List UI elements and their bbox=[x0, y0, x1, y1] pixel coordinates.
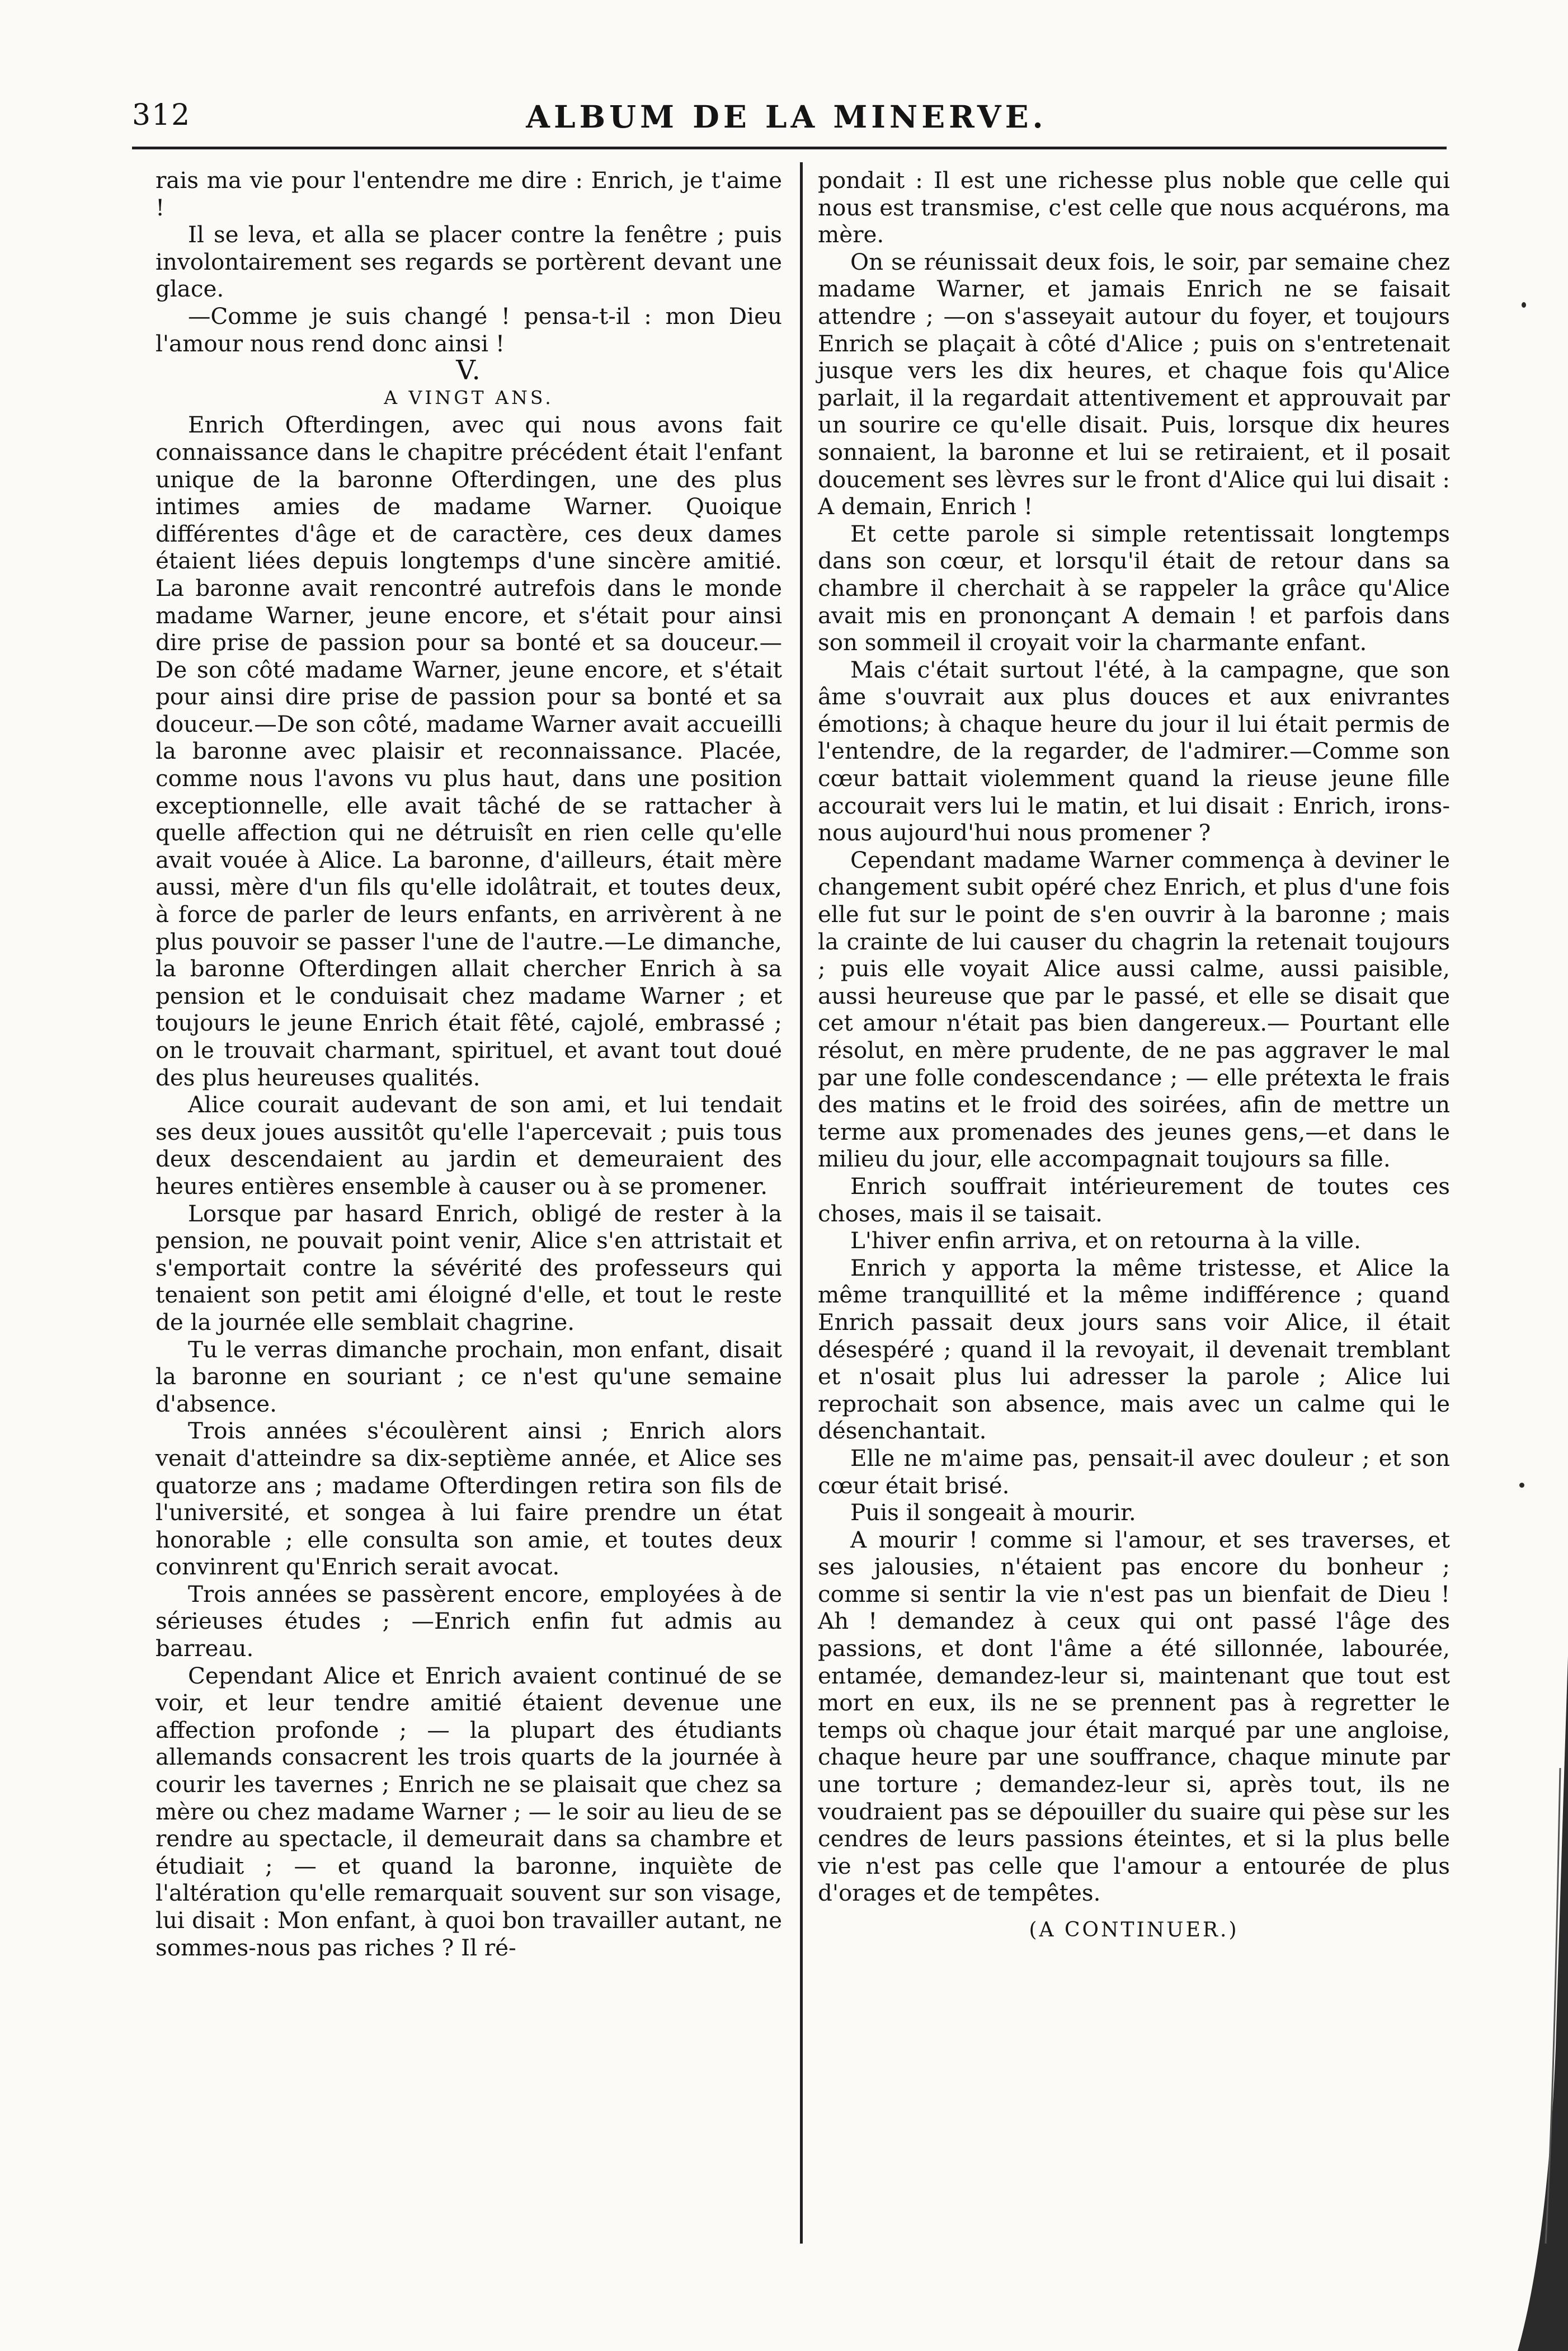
paragraph: Puis il songeait à mourir. bbox=[850, 1499, 1136, 1526]
paragraph: Alice courait audevant de son ami, et lui tendait ses deux joues aussitôt qu'elle l'apercevait ; puis tous deux descendaient au jardin et demeuraient des heures entières ensemble à causer ou à se promener. bbox=[156, 1091, 782, 1200]
paragraph: Lorsque par hasard Enrich, obligé de rester à la pension, ne pouvait point venir, Alice s'en attristait et s'emportait contre la sévérité des professeurs qui tenaient son petit ami éloigné d'elle, et tout le reste de la journée elle semblait chagrine. bbox=[156, 1200, 782, 1336]
continuation-note: (A CONTINUER.) bbox=[1029, 1919, 1239, 1941]
paragraph: Tu le verras dimanche prochain, mon enfant, disait la baronne en souriant ; ce n'est qu'une semaine d'absence. bbox=[156, 1336, 782, 1417]
paragraph: On se réunissait deux fois, le soir, par semaine chez madame Warner, et jamais Enrich ne se faisait attendre ; —on s'asseyait autour du foyer, et toujours Enrich se plaçait à côté d'Alice ; puis on s'entretenait jusque vers les dix heures, et chaque fois qu'Alice parlait, il la regardait attentivement et approuvait par un sourire ce qu'elle disait. Puis, lorsque dix heures sonnaient, la baronne et lui se retiraient, et il posait doucement ses lèvres sur le front d'Alice qui lui disait : A demain, Enrich ! bbox=[818, 248, 1450, 520]
right-column bbox=[818, 167, 1450, 1964]
journal-title: ALBUM DE LA MINERVE. bbox=[526, 98, 1047, 135]
paragraph: Il se leva, et alla se placer contre la fenêtre ; puis involontairement ses regards se portèrent devant une glace. bbox=[156, 221, 782, 303]
chapter-title: A VINGT ANS. bbox=[384, 386, 554, 408]
paragraph: Enrich y apporta la même tristesse, et Alice la même tranquillité et la même indifférence ; quand Enrich passait deux jours sans voir Alice, il était désespéré ; quand il la revoyait, il devenait tremblant et n'osait plus lui adresser la parole ; Alice lui reprochait son absence, mais avec un calme qui le désenchantait. bbox=[818, 1254, 1450, 1445]
chapter-number: V. bbox=[456, 355, 482, 387]
paragraph: pondait : Il est une richesse plus noble que celle qui nous est transmise, c'est celle que nous acquérons, ma mère. bbox=[818, 167, 1450, 248]
paragraph: L'hiver enfin arriva, et on retourna à la ville. bbox=[850, 1227, 1361, 1254]
paragraph: Enrich Ofterdingen, avec qui nous avons fait connaissance dans le chapitre précédent était l'enfant unique de la baronne Ofterdingen, une des plus intimes amies de madame Warner. Quoique différentes d'âge et de caractère, ces deux dames étaient liées depuis longtemps d'une sincère amitié. La baronne avait rencontré autrefois dans le monde madame Warner, jeune encore, et s'était pour ainsi dire prise de passion pour sa bonté et sa douceur.— De son côté madame Warner, jeune encore, et s'était pour ainsi dire prise de passion pour sa bonté et sa douceur.—De son côté, madame Warner avait accueilli la baronne avec plaisir et reconnaissance. Placée, comme nous l'avons vu plus haut, dans une position exceptionnelle, elle avait tâché de se rattacher à quelle affection qui ne détruisît en rien celle qu'elle avait vouée à Alice. La baronne, d'ailleurs, était mère aussi, mère d'un fils qu'elle idolâtrait, et toutes deux, à force de parler de leurs enfants, en arrivèrent à ne plus pouvoir se passer l'une de l'autre.—Le dimanche, la baronne Ofterdingen allait chercher Enrich à sa pension et le conduisait chez madame Warner ; et toujours le jeune Enrich était fêté, cajolé, embrassé ; on le trouvait charmant, spirituel, et avant tout doué des plus heureuses qualités. bbox=[156, 411, 782, 1091]
paragraph: Cependant madame Warner commença à deviner le changement subit opéré chez Enrich, et plus d'une fois elle fut sur le point de s'en ouvrir à la baronne ; mais la crainte de lui causer du chagrin la retenait toujours ; puis elle voyait Alice aussi calme, aussi paisible, aussi heureuse que par le passé, et elle se disait que cet amour n'était pas bien dangereux.— Pourtant elle résolut, en mère prudente, de ne pas aggraver le mal par une folle condescendance ; — elle prétexta le frais des matins et le froid des soirées, afin de mettre un terme aux promenades des jeunes gens,—et dans le milieu du jour, elle accompagnait toujours sa fille. bbox=[818, 846, 1450, 1173]
header-rule bbox=[132, 147, 1447, 149]
paragraph: A mourir ! comme si l'amour, et ses traverses, et ses jalousies, n'étaient pas encore du bonheur ; comme si sentir la vie n'est pas un bienfait de Dieu ! Ah ! demandez à ceux qui ont passé l'âge des passions, et dont l'âme a été sillonnée, labourée, entamée, demandez-leur si, maintenant que tout est mort en eux, ils ne se prennent pas à regretter le temps où chaque jour était marqué par une angloise, chaque heure par une souffrance, chaque minute par une torture ; demandez-leur si, après tout, ils ne voudraient pas se dépouiller du suaire qui pèse sur les cendres de leurs passions éteintes, et si la plus belle vie n'est pas celle que l'amour a entourée de plus d'orages et de tempêtes. bbox=[818, 1526, 1450, 1907]
page-number: 312 bbox=[132, 98, 191, 132]
paragraph: Enrich souffrait intérieurement de toutes ces choses, mais il se taisait. bbox=[818, 1172, 1450, 1227]
paragraph: Trois années s'écoulèrent ainsi ; Enrich alors venait d'atteindre sa dix-septième année, et Alice ses quatorze ans ; madame Ofterdingen retira son fils de l'université, et songea à lui faire prendre un état honorable ; elle consulta son amie, et toutes deux convinrent qu'Enrich serait avocat. bbox=[156, 1417, 782, 1581]
paragraph: Mais c'était surtout l'été, à la campagne, que son âme s'ouvrait aux plus douces et aux enivrantes émotions; à chaque heure du jour il lui était permis de l'entendre, de la regarder, de l'admirer.—Comme son cœur battait violemment quand la rieuse jeune fille accourait vers lui le matin, et lui disait : Enrich, irons-nous aujourd'hui nous promener ? bbox=[818, 656, 1450, 847]
paragraph: Cependant Alice et Enrich avaient continué de se voir, et leur tendre amitié étaient devenue une affection profonde ; — la plupart des étudiants allemands consacrent les trois quarts de la journée à courir les tavernes ; Enrich ne se plaisait que chez sa mère ou chez madame Warner ; — le soir au lieu de se rendre au spectacle, il demeurait dans sa chambre et étudiait ; — et quand la baronne, inquiète de l'altération qu'elle remarquait souvent sur son visage, lui disait : Mon enfant, à quoi bon travailler autant, ne sommes-nous pas riches ? Il ré- bbox=[156, 1662, 782, 1961]
column-rule bbox=[800, 162, 803, 2244]
left-column bbox=[156, 167, 782, 1961]
ink-speck bbox=[1519, 1483, 1524, 1488]
paragraph: —Comme je suis changé ! pensa-t-il : mon Dieu l'amour nous rend donc ainsi ! bbox=[156, 302, 782, 357]
paragraph: Elle ne m'aime pas, pensait-il avec douleur ; et son cœur était brisé. bbox=[818, 1444, 1450, 1499]
ink-speck bbox=[1522, 302, 1526, 308]
paragraph: Trois années se passèrent encore, employées à de sérieuses études ; —Enrich enfin fut admis au barreau. bbox=[156, 1580, 782, 1662]
page-edge-shadow bbox=[1506, 1656, 1568, 2351]
paragraph: Et cette parole si simple retentissait longtemps dans son cœur, et lorsqu'il était de retour dans sa chambre il cherchait à se rappeler la grâce qu'Alice avait mis en prononçant A demain ! et parfois dans son sommeil il croyait voir la charmante enfant. bbox=[818, 520, 1450, 656]
paragraph: rais ma vie pour l'entendre me dire : Enrich, je t'aime ! bbox=[156, 167, 782, 221]
